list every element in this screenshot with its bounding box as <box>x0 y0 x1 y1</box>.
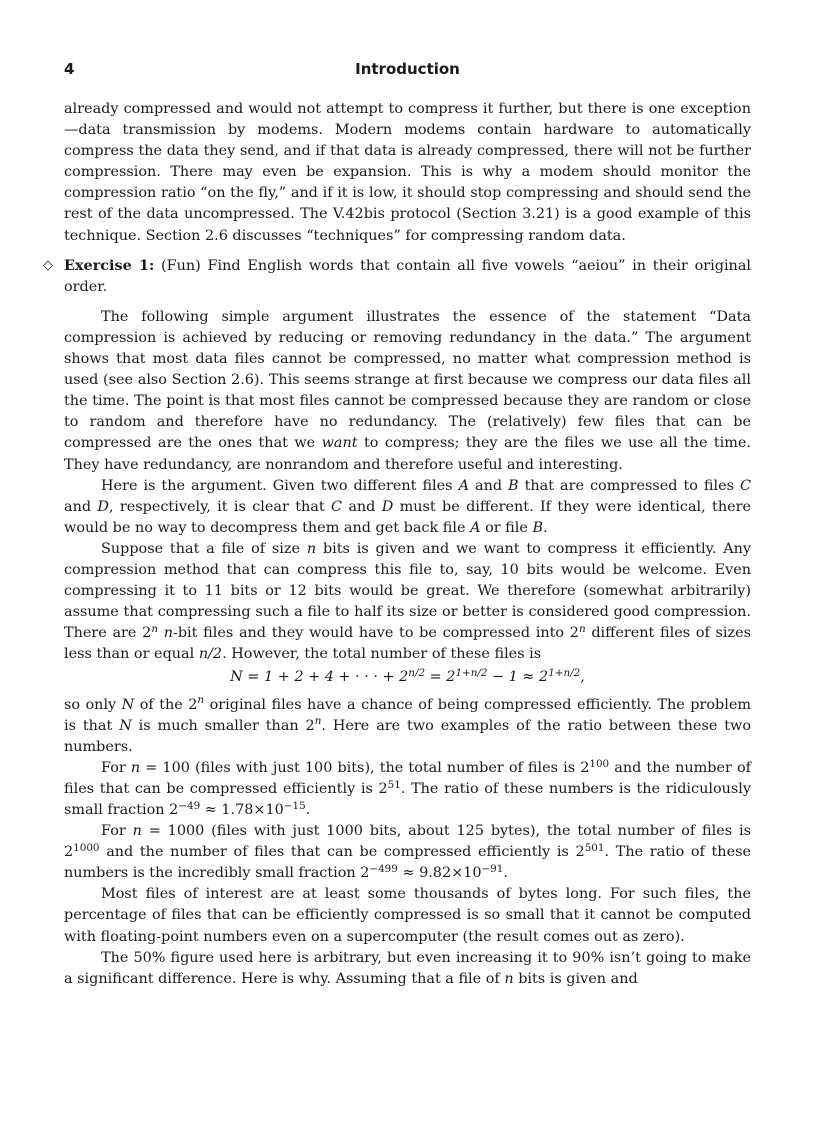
paragraph-argument: Here is the argument. Given two different files A and B that are compressed to files C and D, respectively, it is clear that C and D must be different. If they were identical, there would be no way to decompress them and get back file A or file B. <box>64 477 752 536</box>
exercise-block <box>43 255 752 298</box>
exercise-label: Exercise 1: <box>64 256 155 274</box>
paragraph-large-files: Most files of interest are at least some thousands of bytes long. For such files, the percentage of files that can be efficiently compressed is so small that it cannot be computed with floating-point numbers even on a supercomputer (the result comes out as zero). <box>64 886 751 945</box>
paragraph-ratio: so only N of the 2$^n$ original files have a chance of being compressed efficiently. The problem is that N is much smaller than 2$^n$. Here are two examples of the ratio between these two numbers. <box>64 694 752 755</box>
emphasis-want: want <box>321 435 358 452</box>
paragraph-continued: already compressed and would not attempt to compress it further, but there is one exception—data transmission by modems. Modern modems contain hardware to automatically compress the data they send, and if that data is already compressed, there will not be further compression. There may even be expansion. This is why a modem should monitor the compression ratio “on the fly,” and if it is low, it should stop compressing and should send the rest of the data uncompressed. The V.42bis protocol (Section 3.21) is a good example of this technique. Section 2.6 discusses “techniques” for compressing random data. <box>64 101 751 244</box>
running-title: Introduction <box>355 60 460 78</box>
diamond-icon: ◇ <box>43 257 53 273</box>
equation-total-files: N = 1 + 2 + 4 + · · · + $2^{n/2} = 2^{1+n/2} - 1 \approx 2^{1+n/2}$, <box>230 667 585 686</box>
paragraph-example-1000: For n = 1000 (files with just 1000 bits, about 125 bytes), the total number of files is $2^{1000}$ and the number of files that can be compressed efficiently is $2^{501}$. The ratio of these numbers is the incredibly small fraction $2^{-499} \approx 9.82\times 10^{-91}$. <box>64 823 751 882</box>
paragraph-fifty-percent: The 50% figure used here is arbitrary, but even increasing it to 90% isn’t going to make a significant difference. Here is why. Assuming that a file of n bits is given and <box>64 949 751 987</box>
paragraph-argument-intro: The following simple argument illustrates the essence of the statement “Data compression is achieved by reducing or removing redundancy in the data.” The argument shows that most data files cannot be compressed, no matter what compression method is used (see also Section 2.6). This seems strange at first because we compress our data files all the time. The point is that most files cannot be compressed because they are random or close to random and therefore have no redundancy. The (relatively) few files that can be compressed are the ones that we want to compress; they are the files we use all the time. They have redundancy, are nonrandom and therefore useful and interesting. <box>64 308 751 473</box>
running-header <box>64 58 751 82</box>
page-body <box>43 99 752 990</box>
paragraph-example-100: For n = 100 (files with just 100 bits), the total number of files is $2^{100}$ and the number of files that can be compressed efficiently is $2^{51}$. The ratio of these numbers is the ridiculously small fraction $2^{-49} \approx 1.78\times 10^{-15}$. <box>64 757 751 818</box>
page-number: 4 <box>64 60 75 78</box>
paragraph-file-size: Suppose that a file of size n bits is given and we want to compress it efficiently. Any compression method that can compress this file to, say, 10 bits would be welcome. Even compressing it to 11 bits or 12 bits would be great. We therefore (somewhat arbitrarily) assume that compressing such a file to half its size or better is considered good compression. There are 2$^n$ n-bit files and they would have to be compressed into 2$^n$ different files of sizes less than or equal n/2. However, the total number of these files is <box>64 540 752 663</box>
exercise-text: (Fun) Find English words that contain all five vowels “aeiou” in their original order. <box>64 257 752 295</box>
